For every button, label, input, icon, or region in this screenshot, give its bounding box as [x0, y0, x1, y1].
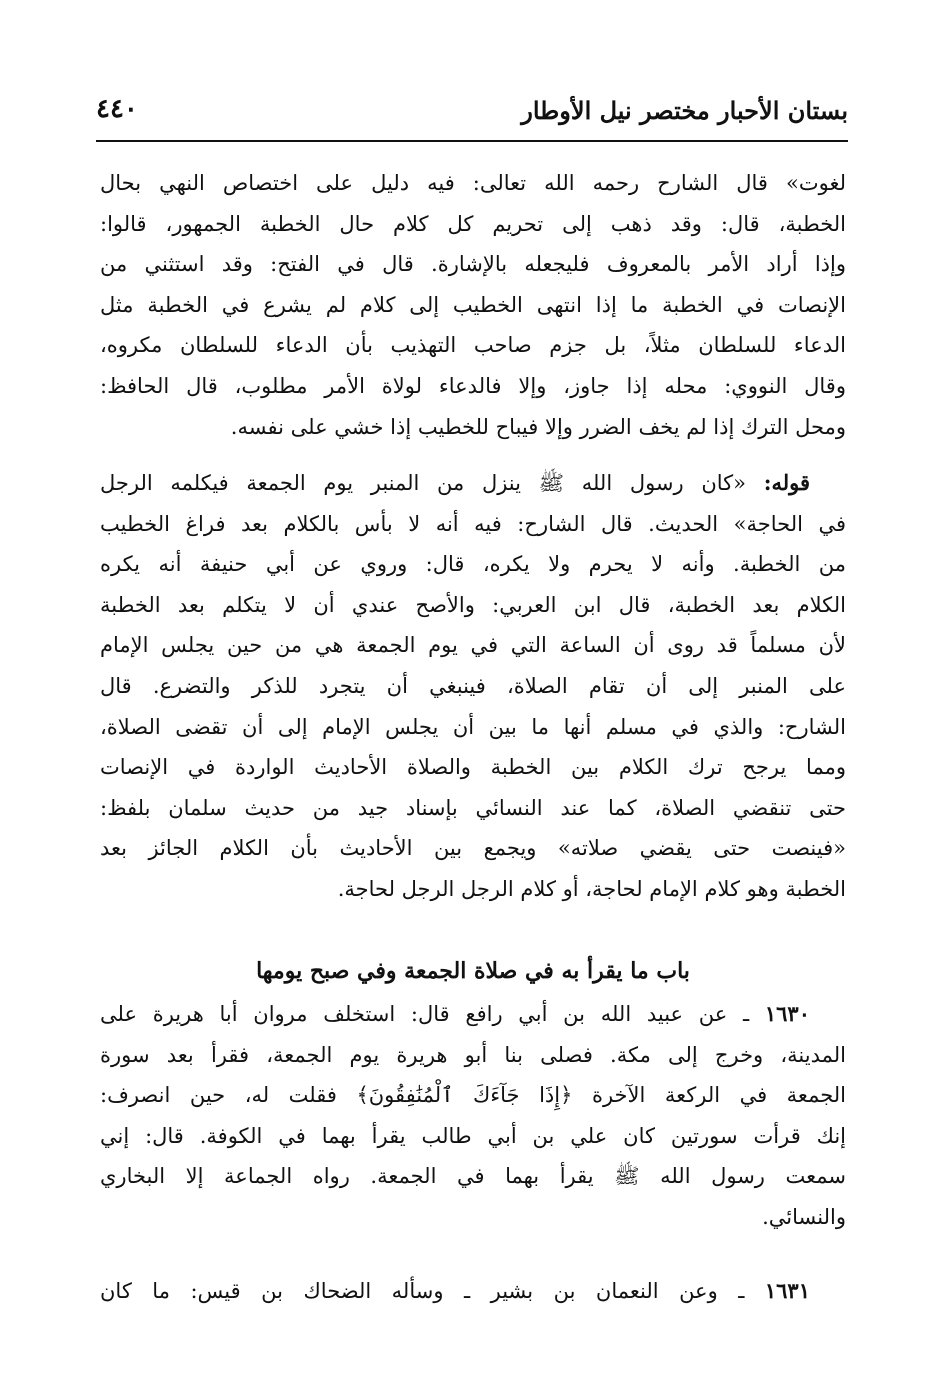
text-line: إنك قرأت سورتين كان علي بن أبي طالب يقرأ بهما في الكوفة. قال: إني: [100, 1123, 846, 1148]
text-line: الدعاء للسلطان مثلاً، بل جزم صاحب التهذيب بأن الدعاء للسلطان مكروه،: [100, 333, 846, 358]
text-line: وإذا أراد الأمر بالمعروف فليجعله بالإشارة. قال في الفتح: وقد استثني من: [100, 252, 846, 277]
text-line: من الخطبة. وأنه لا يحرم ولا يكره، قال: وروي عن أبي حنيفة أنه يكره: [100, 552, 846, 577]
text-line: الجمعة في الركعة الآخرة ﴿إِذَا جَآءَكَ ٱلْمُنَٰفِقُونَ﴾ فقلت له، حين انصرف:: [100, 1083, 846, 1108]
text-line: لغوت» قال الشارح رحمه الله تعالى: فيه دليل على اختصاص النهي بحال: [100, 171, 846, 195]
text-line: وقال النووي: محله إذا جاوز، وإلا فالدعاء لولاة الأمر مطلوب، قال الحافظ:: [100, 373, 846, 398]
text-line: [100, 994, 846, 1035]
page-number: ٤٤٠: [96, 94, 138, 124]
lead-line-rest: «كان رسول الله ﷺ ينزل من المنبر يوم الجمعة فيكلمه الرجل: [100, 471, 747, 495]
hadith-1631: [100, 1271, 846, 1312]
hadith-line-rest: ـ عن عبيد الله بن أبي رافع قال: استخلف مروان أبا هريرة على: [100, 1002, 750, 1026]
header-divider: [96, 140, 848, 142]
text-line: سمعت رسول الله ﷺ يقرأ بهما في الجمعة. رواه الجماعة إلا البخاري: [100, 1164, 846, 1189]
text-line: الخطبة وهو كلام الإمام لحاجة، أو كلام الرجل الرجل لحاجة.: [337, 876, 846, 901]
paragraph-commentary-2: [100, 463, 846, 910]
text-line: الإنصات في الخطبة ما إذا انتهى الخطيب إلى كلام لم يشرع في الخطبة مثل: [100, 292, 846, 317]
running-header: [96, 92, 848, 132]
hadith-number: ١٦٣١: [764, 1278, 810, 1303]
text-line: المدينة، وخرج إلى مكة. فصلى بنا أبو هريرة يوم الجمعة، فقرأ بعد سورة: [100, 1042, 846, 1067]
hadith-number: ١٦٣٠: [764, 1001, 810, 1026]
book-title: بستان الأحبار مختصر نيل الأوطار: [521, 96, 848, 125]
text-line: على المنبر إلى أن تقام الصلاة، فينبغي أن يتجرد للذكر والتضرع. قال: [100, 673, 846, 698]
section-heading: باب ما يقرأ به في صلاة الجمعة وفي صبح يومها: [256, 958, 690, 984]
text-line: [100, 1271, 846, 1312]
hadith-line-rest: ـ وعن النعمان بن بشير ـ وسأله الضحاك بن قيس: ما كان: [100, 1279, 745, 1303]
text-line: الخطبة، قال: وقد ذهب إلى تحريم كل كلام حال الخطبة الجمهور، قالوا:: [100, 211, 846, 236]
text-line: [100, 463, 846, 504]
paragraph-commentary-1: [100, 163, 846, 447]
text-line: لأن مسلماً قد روى أن الساعة التي في يوم الجمعة هي من حين يجلس الإمام: [100, 633, 846, 658]
text-line: ومما يرجح ترك الكلام بين الخطبة والصلاة الأحاديث الواردة في الإنصات: [100, 755, 846, 780]
text-line: «فينصت حتى يقضي صلاته» ويجمع بين الأحاديث بأن الكلام الجائز بعد: [100, 836, 846, 861]
text-line: الشارح: والذي في مسلم أنها ما بين أن يجلس الإمام إلى أن تقضى الصلاة،: [100, 714, 846, 739]
hadith-1630: [100, 994, 846, 1238]
text-line: حتى تنقضي الصلاة، كما عند النسائي بإسناد جيد من حديث سلمان بلفظ:: [100, 795, 846, 820]
text-line: والنسائي.: [762, 1204, 846, 1229]
text-line: ومحل الترك إذا لم يخف الضرر وإلا فيباح للخطيب إذا خشي على نفسه.: [230, 414, 846, 439]
text-line: في الحاجة» الحديث. قال الشارح: فيه أنه لا بأس بالكلام بعد فراغ الخطيب: [100, 511, 846, 536]
lead-word: قوله:: [763, 470, 810, 495]
text-line: الكلام بعد الخطبة، قال ابن العربي: والأصح عندي أن لا يتكلم بعد الخطبة: [100, 592, 846, 617]
